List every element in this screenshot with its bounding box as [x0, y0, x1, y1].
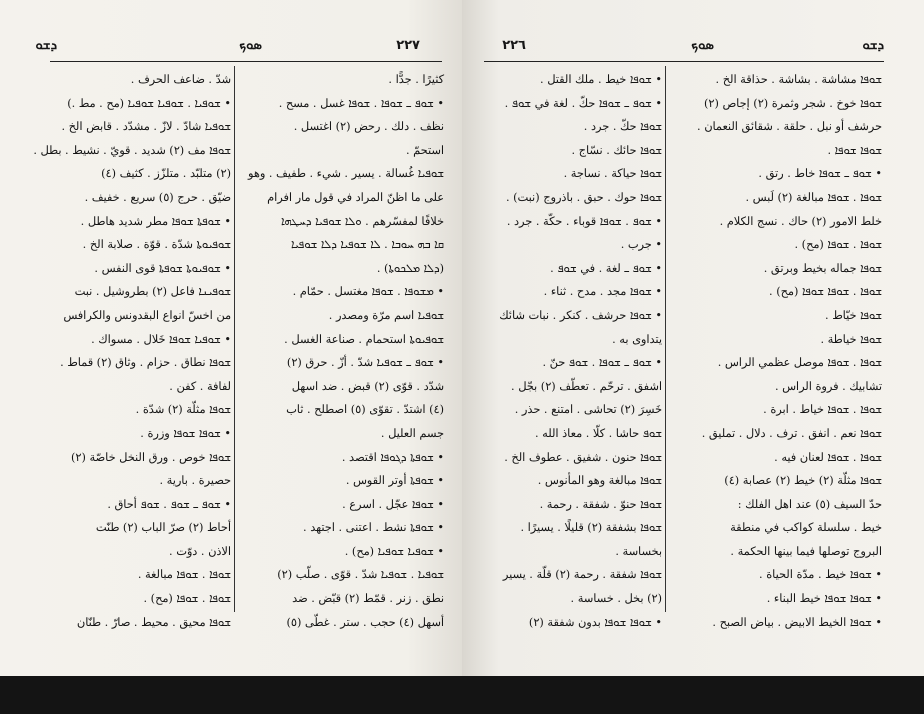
entry-line: تشابيك . فروة الراس . [774, 379, 882, 393]
entry-line: • جرب . [620, 238, 662, 252]
entry-line: • ܫܘܦܬܐ نشط . اعتنى . اجتهد . [303, 521, 444, 535]
entry-line: ܫܘܦܝܐ . ܫܘܦܝܐ شدّ . قوّى . صلّب (٢) [277, 568, 444, 582]
header-center-word: ܣܘܟ [239, 38, 262, 53]
entry-line: • ܫܘܦܐ الخيط الابيض . بياض الصبح . [712, 615, 882, 629]
entry-line: • ܫܘܦ . ܫܘܦܐ قوباء . حكّة . جرد . [506, 214, 662, 228]
header-rule [484, 61, 884, 62]
entry-line: • ܫܘܦܬܐ ܕܓܘܦܐ اقتصد . [341, 450, 444, 464]
entry-line: ܫܘܦܐ . ܫܘܦܐ (مح) . [143, 592, 231, 606]
entry-line: خلط الامور (٢) حاك . نسج الكلام . [719, 214, 882, 228]
entry-line: • ܫܘܦܝܐ ܫܘܦܝܐ (مح) . [344, 544, 444, 558]
entry-line: ܫܘܦܐ مف (٢) شديد . قويّ . نشيط . بطل . [33, 143, 231, 157]
entry-line: • ܫܘܦܝܐ . ܫܘܦܝܐ ܫܘܦܝܐ (مح . مط .) [67, 96, 231, 110]
page-number: ٢٢٧ [396, 38, 420, 53]
entry-line: ܫܘܦܐ خوخ . شجر وثمرة (٢) إجاص (٢) [703, 96, 882, 110]
entry-line: ܫܘܦܐ مبالغة وهو المأنوس . [537, 474, 662, 488]
column-divider [665, 66, 666, 612]
entry-line: لفافة . كفن . [169, 379, 231, 393]
entry-line: ܫܘܦܐ . ܫܘܦܐ مبالغة (٢) لَبس . [745, 190, 882, 204]
left-running-header [0, 38, 462, 58]
entry-line: ܫܘܦܐ خياطة . [820, 332, 882, 346]
entry-line: • ܫܘܦ ـ ܫܘܦܐ حكّ . لغة في ܫܘܦ . [504, 96, 662, 110]
entry-line: بخساسة . [615, 544, 662, 558]
entry-line: ܫܘܦܐ مشاشة . بشاشة . حذاقة الخ . [715, 73, 882, 86]
entry-line: ܫܘܦܝܐ غُسالة . يسير . شيء . طفيف . وهو [248, 167, 444, 181]
entry-line: • ܫܘܦ ـ ܫܘܦܝܐ شدّ . أزّ . حرق (٢) [286, 356, 444, 370]
right-page-left-column [490, 68, 662, 634]
entry-line: ܫܘܦܐ ܫܘܦܐ . [827, 143, 882, 157]
entry-line: ܫܘܦ حاشا . كلّا . معاذ الله . [535, 426, 662, 440]
entry-line: • ܫܘܦܬܐ ܫܘܦܐ مطر شديد هاطل . [80, 214, 231, 228]
right-page-right-column [670, 68, 882, 634]
entry-line: ܫܘܦܐ حياكة . نساجة . [563, 167, 662, 181]
entry-line: كثيرًا . جدًّا . [388, 73, 444, 86]
left-page [0, 0, 463, 676]
entry-line: ܫܘܦܐ مثلّة (٢) شدّة . [135, 403, 231, 417]
entry-line: البروج توصلها فيما بينها الحكمة . [730, 544, 882, 558]
entry-line: ܫܘܦܐ خيّاط . [825, 308, 882, 322]
entry-line: • ܫܘܦ ـ ܫܘܦ . ܫܘܦ أحاق . [107, 497, 231, 511]
entry-line: • ܫܘܦܐ ܫܘܦܐ خيط البناء . [766, 592, 882, 606]
left-page-left-column [33, 68, 231, 634]
left-page-right-column [238, 68, 444, 634]
right-running-header [462, 38, 924, 58]
entry-line: ܫܘܦܐ حائك . نسّاج . [571, 143, 662, 157]
entry-line: ܫܘܦܐ . ܫܘܦܐ ܫܘܦܐ (مح) . [769, 285, 882, 299]
entry-line: ܫܘܦܐ حنون . شفيق . عطوف الخ . [504, 450, 662, 464]
entry-line: ܫܘܦܐ . ܫܘܦܐ (مح) . [794, 238, 882, 252]
entry-line: • ܫܘܦܐ عجّل . اسرع . [342, 497, 444, 511]
entry-line: ܫܘܦܐ نطاق . حزام . وثاق (٢) قماط . [60, 356, 231, 370]
entry-line: (٤) اشتدّ . تقوّى (٥) اصطلح . ثاب [286, 403, 444, 417]
entry-line: (ܕܠܐ ܡܠܟܘܬܐ) . [376, 261, 444, 275]
entry-line: ܫܘܦܝܘܬܐ استحمام . صناعة الغسل . [284, 332, 444, 346]
scanner-edge [0, 676, 924, 714]
header-rule [50, 61, 442, 62]
entry-line: ܫܘܦܐ نعم . انفق . ترف . دلال . تمليق . [701, 426, 882, 440]
entry-line: ܫܘܦܝܘܬܐ شدّة . قوّة . صلابة الخ . [82, 238, 231, 252]
entry-line: ܫܘܦܝܢܐ فاعل (٢) بطروشيل . نبت [74, 285, 231, 299]
entry-line: • ܫܘܦܐ مجد . مدح . ثناء . [543, 285, 662, 299]
page-number: ٢٢٦ [502, 38, 526, 53]
entry-line: ܫܘܦܐ محيق . محيط . صارّ . طنّان [76, 615, 231, 629]
entry-line: شدّد . قوّى (٢) قبض . ضد اسهل [291, 379, 444, 393]
entry-line: • ܫܘܦ ـ ܫܘܦܐ خاط . رتق . [758, 167, 882, 181]
entry-line: • ܫܘܦ ـ ܫܘܦܐ . ܫܘܦܐ غسل . مسح . [278, 96, 444, 110]
entry-line: ܫܘܦܐ شفقة . رحمة (٢) قلّة . يسير [502, 568, 662, 582]
entry-line: شدّ . ضاعف الحرف . [130, 73, 231, 86]
entry-line: استحمّ . [405, 143, 444, 157]
entry-line: نطق . زنر . قمّط (٢) قبّض . ضد [292, 592, 444, 606]
entry-line: خَسِرَ (٢) تحاشى . امتنع . حذر . [514, 403, 662, 417]
entry-line: أسهل (٤) حجب . ستر . غطّى (٥) [286, 615, 444, 629]
entry-line: ܫܘܦܐ . ܫܘܦܐ لعنان فيه . [774, 450, 882, 464]
entry-line: • ܫܘܦܐ ܫܘܦܐ وزرة . [140, 426, 231, 440]
entry-line: • ܫܘܦܐ خيط . ملك القتل . [540, 73, 662, 86]
header-keyword: ܕܫܘ [862, 38, 884, 53]
entry-line: (٢) بخل . خساسة . [570, 592, 662, 606]
entry-line: نظف . دلك . رحض (٢) اغتسل . [293, 120, 444, 134]
entry-line: • ܫܘܦܐ حرشف . كنكر . نبات شائك [499, 308, 662, 322]
entry-line: خيط . سلسلة كواكب في منطقة [730, 521, 882, 535]
entry-line: • ܫܘܦܐ خيط . مدّة الحياة . [759, 568, 882, 582]
entry-line: ܫܘܦܝܐ شادّ . لازّ . مشدّد . قابض الخ . [61, 120, 231, 134]
entry-line: حرشف أو نبل . حلقة . شقائق النعمان . [697, 120, 882, 134]
entry-line: • ܫܘܦ ـ ܫܘܦܐ . ܫܘܦ حنّ . [542, 356, 662, 370]
entry-line: • ܫܘܦܐ ܫܘܦܐ بدون شفقة (٢) [528, 615, 662, 629]
entry-line: ܫܘܦܐ بشفقة (٢) قليلًا . يسيرًا . [520, 521, 662, 535]
header-keyword: ܕܫܘ [35, 38, 57, 53]
entry-line: ܫܘܦܐ . ܫܘܦܐ موصل عظمي الراس . [717, 356, 882, 370]
entry-line: ܫܘܦܝܐ اسم مرّة ومصدر . [328, 308, 444, 322]
right-page [462, 0, 924, 676]
entry-line: خلافًا لمفسّرهم . ܘܠܐ ܫܘܦܝܐ ܕܚܛܗܐ [280, 214, 444, 228]
entry-line: (٢) متلبّد . متلزّز . كثيف (٤) [101, 167, 231, 181]
entry-line: ܫܘܦܐ جماله بخيط وبرتق . [763, 261, 882, 275]
entry-line: • ܫܘܦ ـ لغة . في ܫܘܦ . [550, 261, 662, 275]
entry-line: حدّ السيف (٥) عند اهل الفلك : [737, 497, 882, 511]
entry-line: ܫܘܦܐ خوص . ورق النخل خاصّة (٢) [70, 450, 231, 464]
entry-line: ܫܘܦܐ حنوّ . شفقة . رحمة . [539, 497, 662, 511]
header-center-word: ܣܘܟ [691, 38, 714, 53]
entry-line: يتداوى به . [612, 332, 662, 346]
entry-line: حصيرة . بارية . [159, 474, 231, 488]
entry-line: ܫܘܦܐ . ܫܘܦܐ خياط . ابرة . [763, 403, 882, 417]
entry-line: ܫܘܦܐ حكّ . جرد . [583, 120, 662, 134]
entry-line: اشفق . ترحّم . تعطّف (٢) بجّل . [511, 379, 662, 393]
entry-line: • ܫܘܦܬܐ أوتر القوس . [345, 474, 444, 488]
entry-line: على ما اظنّ المراد في قول مار افرام [267, 190, 444, 204]
column-divider [234, 66, 235, 612]
entry-line: ܫܘܦܐ . ܫܘܦܐ مبالغة . [137, 568, 231, 582]
entry-line: أحاط (٢) صرّ الباب (٢) طنّت [95, 521, 231, 535]
entry-line: جسم العليل . [380, 426, 444, 440]
entry-line: ܩܐ ܒܗ ܚܘܒܐ . ܠܐ ܫܘܦܝܐ ܕܠܐ ܫܘܦܝܐ [291, 238, 444, 252]
entry-line: • ܡܫܘܦܐ . ܫܘܦܐ مغتسل . حمّام . [292, 285, 444, 299]
entry-line: ܫܘܦܐ مثلّة (٢) خيط (٢) عصابة (٤) [724, 474, 882, 488]
entry-line: ضيّق . حرج (٥) سريع . خفيف . [84, 190, 231, 204]
entry-line: ܫܘܦܐ حوك . حبق . باذروج (نبت) . [505, 190, 662, 204]
entry-line: من اخسّ انواع البقدونس والكرافس [63, 308, 231, 322]
entry-line: • ܫܘܦܝܘܬܐ ܫܘܦܬܐ قوى النفس . [94, 261, 231, 275]
entry-line: الاذن . دوّت . [169, 544, 231, 558]
entry-line: • ܫܘܦܝܐ ܫܘܦܐ خَلال . مسواك . [91, 332, 231, 346]
